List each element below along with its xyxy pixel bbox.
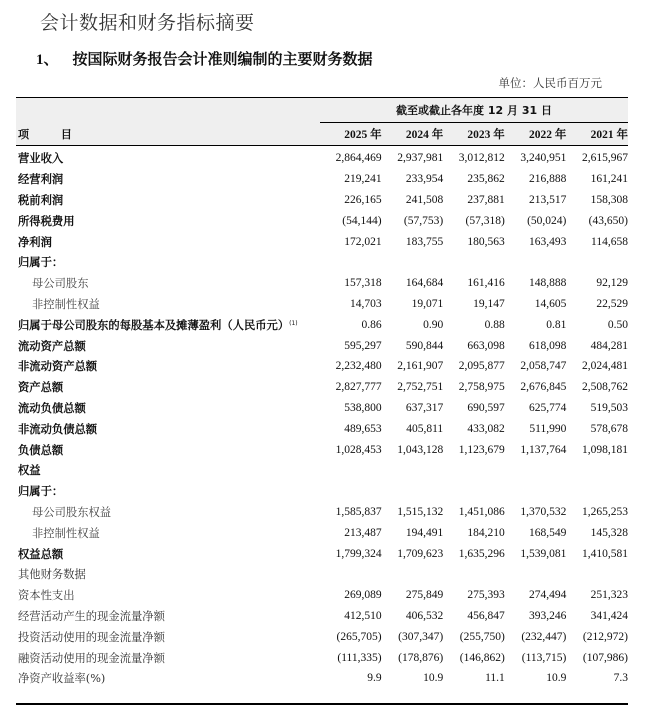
row-label-text: 经营活动产生的现金流量净额: [18, 609, 165, 623]
cell-value: 0.50: [607, 318, 628, 331]
table-row: [16, 522, 628, 543]
cell-value: 2,095,877: [458, 360, 505, 373]
cell-value: (111,335): [337, 651, 382, 664]
row-values: [320, 589, 628, 601]
cell-value: 7.3: [613, 672, 628, 685]
cell-value: 405,811: [406, 422, 444, 435]
cell-value: (43,650): [588, 214, 628, 227]
table-row: [16, 210, 628, 231]
period-group-header: 截至或截止各年度 12 月 31 日: [320, 98, 628, 123]
table-row: [16, 564, 628, 585]
row-label: [16, 421, 320, 437]
cell-value: 92,129: [596, 277, 628, 290]
table-header: [16, 97, 628, 146]
row-values: [320, 548, 628, 560]
cell-value: 1,451,086: [458, 505, 505, 518]
table-row: [16, 460, 628, 481]
cell-value: (212,972): [582, 630, 628, 643]
cell-value: 0.86: [361, 318, 382, 331]
row-label-text: 其他财务数据: [18, 568, 86, 582]
row-label-text: 母公司股东权益: [32, 505, 112, 519]
table-bottom-rule: [16, 703, 628, 705]
row-label-text: 负债总额: [18, 443, 64, 457]
cell-value: 161,416: [467, 277, 505, 290]
table-row: [16, 314, 628, 335]
cell-value: 2,676,845: [520, 381, 567, 394]
cell-value: 1,585,837: [335, 505, 382, 518]
cell-value: 2,232,480: [335, 360, 382, 373]
cell-value: 235,862: [467, 173, 505, 186]
cell-value: 1,410,581: [581, 547, 628, 560]
cell-value: 625,774: [529, 401, 567, 414]
cell-value: 157,318: [344, 277, 382, 290]
row-label: [16, 379, 320, 395]
cell-value: 114,658: [591, 235, 628, 248]
row-label: [16, 296, 320, 312]
table-row: [16, 294, 628, 315]
cell-value: 275,393: [467, 589, 505, 602]
cell-value: 22,529: [596, 297, 628, 310]
cell-value: 269,089: [344, 589, 382, 602]
table-body: [16, 148, 628, 689]
table-row: [16, 398, 628, 419]
cell-value: 1,709,623: [397, 547, 444, 560]
cell-value: 183,755: [405, 235, 444, 248]
cell-value: 2,024,481: [581, 360, 628, 373]
row-label: [16, 358, 320, 374]
row-label: [16, 629, 320, 645]
cell-value: 0.90: [423, 318, 444, 331]
cell-value: 663,098: [467, 339, 505, 352]
cell-value: 19,147: [473, 297, 505, 310]
cell-value: 393,246: [529, 609, 567, 622]
cell-value: (178,876): [398, 651, 444, 664]
cell-value: (57,753): [403, 214, 444, 227]
cell-value: 511,990: [529, 422, 567, 435]
cell-value: 690,597: [467, 401, 505, 414]
row-label: [16, 504, 320, 520]
row-label: [16, 213, 320, 229]
row-label-text: 经营利润: [18, 173, 64, 187]
cell-value: 489,653: [344, 422, 382, 435]
year-header: 2022 年: [529, 129, 567, 141]
cell-value: 341,424: [590, 609, 628, 622]
row-label-text: 流动资产总额: [18, 339, 86, 353]
cell-value: 2,161,907: [397, 360, 444, 373]
row-label: [16, 650, 320, 666]
table-row: [16, 502, 628, 523]
cell-value: 1,515,132: [397, 505, 444, 518]
cell-value: (265,705): [336, 630, 382, 643]
cell-value: 161,241: [590, 173, 628, 186]
row-label: [16, 400, 320, 416]
cell-value: 2,058,747: [520, 360, 567, 373]
cell-value: 1,137,764: [520, 443, 567, 456]
cell-value: 2,752,751: [397, 381, 444, 394]
row-label-text: 权益总额: [18, 547, 64, 561]
cell-value: (232,447): [521, 630, 567, 643]
row-label-text: 税前利润: [18, 193, 64, 207]
cell-value: 184,210: [467, 526, 505, 539]
row-label-text: 母公司股东: [32, 277, 89, 291]
table-row: [16, 606, 628, 627]
cell-value: 2,508,762: [581, 381, 628, 394]
cell-value: 519,503: [590, 401, 628, 414]
row-label-text: 归属于母公司股东的每股基本及摊薄盈利（人民币元）: [18, 318, 290, 332]
cell-value: (146,862): [459, 651, 505, 664]
cell-value: 180,563: [467, 235, 505, 248]
section-heading: [36, 48, 373, 69]
cell-value: (307,347): [398, 630, 444, 643]
cell-value: 2,827,777: [335, 381, 382, 394]
cell-value: 275,849: [405, 589, 444, 602]
cell-value: (113,715): [521, 651, 567, 664]
row-label-text: 权益: [18, 464, 41, 478]
row-label-text: 营业收入: [18, 152, 64, 166]
row-label-text: 归属于：: [18, 485, 64, 499]
row-label-text: 资产总额: [18, 381, 64, 395]
year-headers: [320, 126, 628, 142]
table-row: [16, 585, 628, 606]
row-label-text: 非流动资产总额: [18, 360, 98, 374]
cell-value: 637,317: [405, 401, 444, 414]
row-label: [16, 546, 320, 562]
cell-value: 433,082: [467, 422, 505, 435]
table-row: [16, 481, 628, 502]
table-row: [16, 439, 628, 460]
cell-value: 226,165: [344, 193, 382, 206]
cell-value: 233,954: [405, 173, 444, 186]
row-label-text: 非流动负债总额: [18, 422, 98, 436]
year-header: 2023 年: [467, 129, 505, 141]
row-label: [16, 254, 320, 270]
row-label-text: 融资活动使用的现金流量净额: [18, 651, 165, 665]
cell-value: 213,517: [529, 193, 567, 206]
row-label: [16, 317, 320, 333]
cell-value: 1,265,253: [581, 505, 628, 518]
cell-value: 0.81: [546, 318, 567, 331]
cell-value: 11.1: [485, 672, 505, 685]
table-row: [16, 356, 628, 377]
section-number: 1、: [36, 52, 59, 68]
row-label: [16, 275, 320, 291]
cell-value: 2,937,981: [397, 152, 444, 165]
row-label-text: 资本性支出: [18, 589, 75, 603]
cell-value: 2,758,975: [458, 381, 505, 394]
row-label: [16, 670, 320, 686]
row-label-text: 流动负债总额: [18, 401, 86, 415]
row-values: [320, 319, 628, 331]
table-row: [16, 626, 628, 647]
cell-value: 168,549: [529, 526, 567, 539]
cell-value: 1,123,679: [458, 443, 505, 456]
cell-value: 2,615,967: [581, 152, 628, 165]
cell-value: 484,281: [590, 339, 628, 352]
year-header: 2021 年: [590, 129, 628, 141]
cell-value: 9.9: [367, 672, 382, 685]
cell-value: 213,487: [344, 526, 382, 539]
row-values: [320, 277, 628, 289]
row-values: [320, 340, 628, 352]
row-label-text: 非控制性权益: [32, 297, 100, 311]
cell-value: 3,012,812: [458, 152, 505, 165]
cell-value: 538,800: [344, 401, 382, 414]
table-row: [16, 252, 628, 273]
cell-value: 10.9: [546, 672, 567, 685]
cell-value: 456,847: [467, 609, 505, 622]
cell-value: 274,494: [529, 589, 567, 602]
cell-value: 1,098,181: [581, 443, 628, 456]
row-label-text: 投资活动使用的现金流量净额: [18, 630, 165, 644]
table-row: [16, 668, 628, 689]
row-values: [320, 423, 628, 435]
row-label: [16, 442, 320, 458]
row-values: [320, 652, 628, 664]
table-row: [16, 377, 628, 398]
cell-value: 251,323: [590, 589, 628, 602]
table-row: [16, 169, 628, 190]
cell-value: 1,799,324: [335, 547, 382, 560]
cell-value: 595,297: [344, 339, 382, 352]
row-label-text: 非控制性权益: [32, 526, 100, 540]
cell-value: 2,864,469: [335, 152, 382, 165]
year-header: 2025 年: [344, 129, 382, 141]
page-title: 会计数据和财务指标摘要: [40, 12, 255, 34]
cell-value: 412,510: [344, 609, 382, 622]
row-values: [320, 381, 628, 393]
row-values: [320, 298, 628, 310]
row-label-text: 净资产收益率(%): [18, 672, 106, 686]
cell-value: 1,028,453: [335, 443, 382, 456]
row-label: [16, 234, 320, 250]
row-values: [320, 236, 628, 248]
cell-value: (54,144): [342, 214, 382, 227]
cell-value: (50,024): [527, 214, 567, 227]
row-values: [320, 672, 628, 684]
row-values: [320, 215, 628, 227]
row-values: [320, 527, 628, 539]
cell-value: 216,888: [529, 173, 567, 186]
cell-value: 578,678: [590, 422, 628, 435]
cell-value: 1,635,296: [458, 547, 505, 560]
item-column-header: 项 目: [18, 128, 72, 141]
row-values: [320, 631, 628, 643]
cell-value: 0.88: [484, 318, 505, 331]
cell-value: 164,684: [405, 277, 444, 290]
row-values: [320, 610, 628, 622]
cell-value: 172,021: [344, 235, 382, 248]
table-row: [16, 231, 628, 252]
row-values: [320, 194, 628, 206]
table-row: [16, 273, 628, 294]
row-values: [320, 402, 628, 414]
cell-value: 1,043,128: [397, 443, 444, 456]
row-label-text: 所得税费用: [18, 214, 75, 228]
row-values: [320, 506, 628, 518]
unit-note: 单位：人民币百万元: [498, 76, 602, 90]
cell-value: 219,241: [344, 173, 382, 186]
table-row: [16, 148, 628, 169]
row-label: [16, 171, 320, 187]
year-header: 2024 年: [405, 129, 444, 141]
cell-value: 14,703: [349, 297, 382, 310]
cell-value: 14,605: [534, 297, 567, 310]
table-row: [16, 190, 628, 211]
row-label: [16, 566, 320, 582]
row-label-text: 归属于：: [18, 256, 64, 270]
cell-value: 406,532: [405, 609, 444, 622]
row-label: [16, 587, 320, 603]
cell-value: (57,318): [465, 214, 505, 227]
table-row: [16, 647, 628, 668]
cell-value: 590,844: [405, 339, 444, 352]
cell-value: 10.9: [423, 672, 444, 685]
cell-value: 1,539,081: [520, 547, 567, 560]
cell-value: 237,881: [467, 193, 505, 206]
cell-value: 145,328: [590, 526, 628, 539]
row-label: [16, 338, 320, 354]
table-row: [16, 335, 628, 356]
cell-value: (107,986): [582, 651, 628, 664]
cell-value: 148,888: [529, 277, 567, 290]
row-values: [320, 360, 628, 372]
row-label: [16, 192, 320, 208]
row-label: [16, 525, 320, 541]
cell-value: 158,308: [590, 193, 628, 206]
row-label: [16, 608, 320, 624]
cell-value: 194,491: [405, 526, 444, 539]
cell-value: 618,098: [529, 339, 567, 352]
table-row: [16, 418, 628, 439]
cell-value: 3,240,951: [520, 152, 567, 165]
cell-value: 19,071: [411, 297, 444, 310]
cell-value: 241,508: [405, 193, 444, 206]
row-values: [320, 173, 628, 185]
row-label: [16, 483, 320, 499]
row-label: [16, 150, 320, 166]
table-row: [16, 543, 628, 564]
cell-value: 163,493: [529, 235, 567, 248]
row-values: [320, 152, 628, 164]
row-values: [320, 444, 628, 456]
section-title: 按国际财务报告会计准则编制的主要财务数据: [72, 50, 373, 68]
cell-value: (255,750): [459, 630, 505, 643]
cell-value: 1,370,532: [520, 505, 567, 518]
row-label-text: 净利润: [18, 235, 52, 249]
footnote-marker: (1): [289, 319, 298, 327]
row-label: [16, 462, 320, 478]
